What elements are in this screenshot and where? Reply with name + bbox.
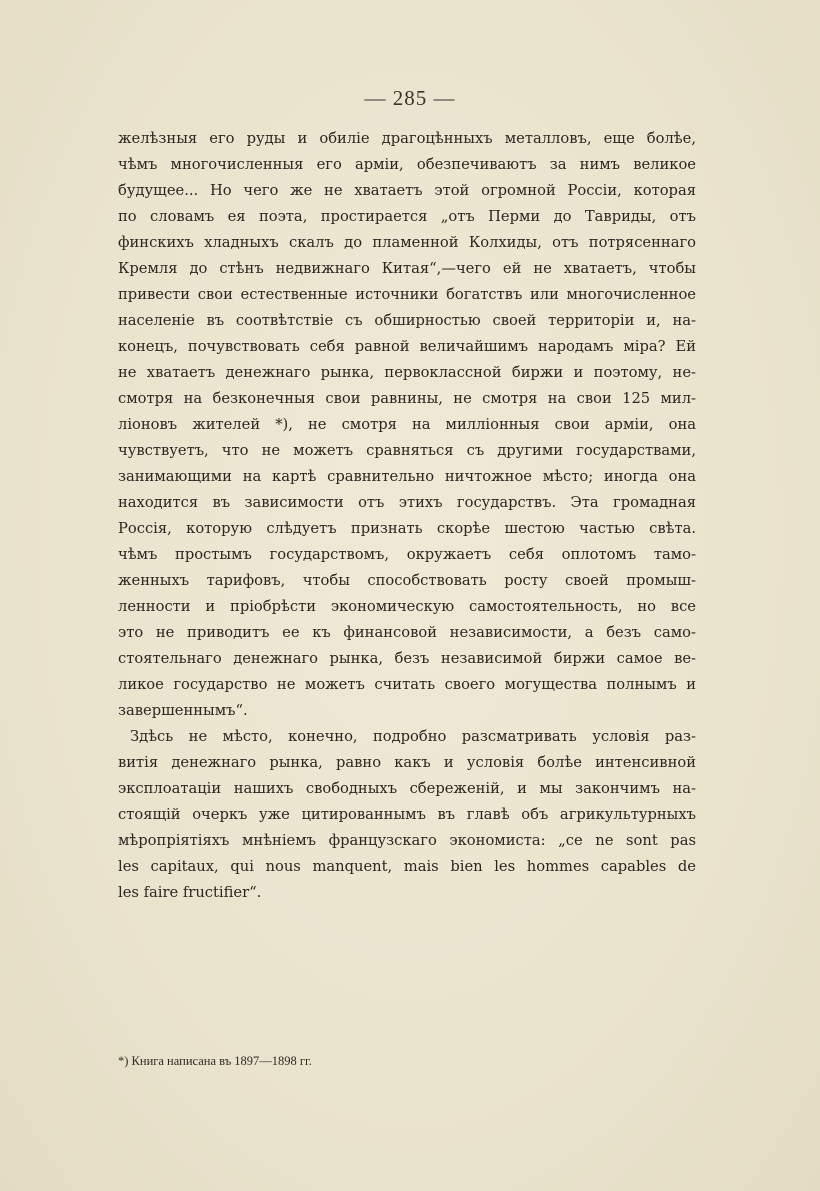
footnote: *) Книга написана въ 1897—1898 гг.: [118, 1054, 312, 1068]
text-line: ліоновъ жителей *), не смотря на милліонныя свои арміи, она: [118, 416, 696, 433]
text-line: по словамъ ея поэта, простирается „отъ Перми до Тавриды, отъ: [118, 208, 696, 225]
text-line: чѣмъ простымъ государствомъ, окружаетъ себя оплотомъ тамо-: [118, 546, 696, 563]
text-line: эксплоатаціи нашихъ свободныхъ сбереженій, и мы закончимъ на-: [118, 780, 696, 797]
text-line: занимающими на картѣ сравнительно ничтожное мѣсто; иногда она: [118, 468, 696, 485]
text-line: находится въ зависимости отъ этихъ государствъ. Эта громадная: [118, 494, 696, 511]
paragraph-end-line: завершеннымъ“.: [118, 702, 248, 719]
text-line: конецъ, почувствовать себя равной величайшимъ народамъ міра? Ей: [118, 338, 696, 355]
text-line: стоятельнаго денежнаго рынка, безъ независимой биржи самое ве-: [118, 650, 696, 667]
text-line: привести свои естественные источники богатствъ или многочисленное: [118, 286, 696, 303]
text-line: желѣзныя его руды и обиліе драгоцѣнныхъ металловъ, еще болѣе,: [118, 130, 696, 147]
text-line: мѣропріятіяхъ мнѣніемъ французскаго экономиста: „ce ne sont pas: [118, 832, 696, 849]
text-line: населеніе въ соотвѣтствіе съ обширностью своей территоріи и, на-: [118, 312, 696, 329]
text-line: будущее... Но чего же не хватаетъ этой огромной Россіи, которая: [118, 182, 696, 199]
text-line: Кремля до стѣнъ недвижнаго Китая“,—чего ей не хватаетъ, чтобы: [118, 260, 696, 277]
text-line: не хватаетъ денежнаго рынка, первоклассной биржи и поэтому, не-: [118, 364, 696, 381]
text-line: витія денежнаго рынка, равно какъ и условія болѣе интенсивной: [118, 754, 696, 771]
body-text: [118, 126, 696, 906]
text-line: les capitaux, qui nous manquent, mais bien les hommes capables de: [118, 858, 696, 875]
paragraph-end-line: les faire fructifier“.: [118, 884, 262, 901]
text-line: Россія, которую слѣдуетъ признать скорѣе шестою частью свѣта.: [118, 520, 696, 537]
text-line: женныхъ тарифовъ, чтобы способствовать росту своей промыш-: [118, 572, 696, 589]
text-line: чѣмъ многочисленныя его арміи, обезпечиваютъ за нимъ великое: [118, 156, 696, 173]
page-number: — 285 —: [364, 86, 456, 110]
text-line: это не приводитъ ее къ финансовой независимости, а безъ само-: [118, 624, 696, 641]
text-line: чувствуетъ, что не можетъ сравняться съ другими государствами,: [118, 442, 696, 459]
text-line: ленности и пріобрѣсти экономическую самостоятельность, но все: [118, 598, 696, 615]
text-line: финскихъ хладныхъ скалъ до пламенной Колхиды, отъ потрясеннаго: [118, 234, 696, 251]
text-line: смотря на безконечныя свои равнины, не смотря на свои 125 мил-: [118, 390, 696, 407]
paragraph-start-line: Здѣсь не мѣсто, конечно, подробно разсматривать условія раз-: [130, 728, 696, 745]
text-line: ликое государство не можетъ считать своего могущества полнымъ и: [118, 676, 696, 693]
text-line: стоящій очеркъ уже цитированнымъ въ главѣ объ агрикультурныхъ: [118, 806, 696, 823]
